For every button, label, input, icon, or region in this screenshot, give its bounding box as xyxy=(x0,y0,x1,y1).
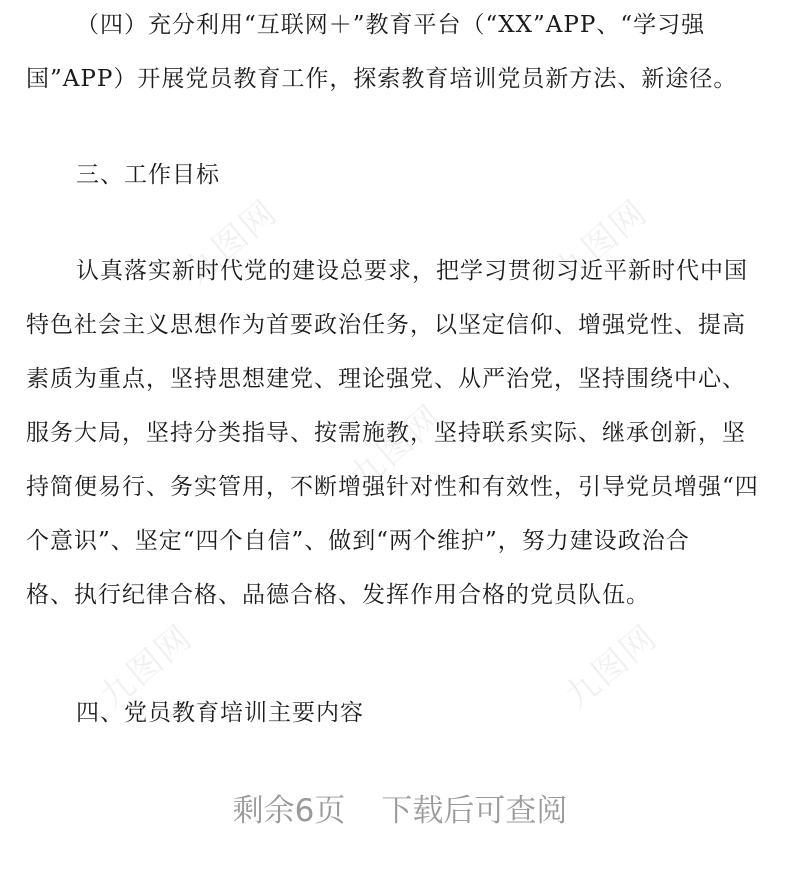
text-line: （四）充分利用“互联网＋”教育平台（“XX”APP、“学习强 xyxy=(76,12,706,38)
remaining-pages-label: 剩余6页 xyxy=(232,792,346,829)
watermark: 九图网 xyxy=(557,617,666,718)
section-heading-goals xyxy=(26,148,220,202)
heading-text: 三、工作目标 xyxy=(76,162,220,188)
text-line: 素质为重点，坚持思想建党、理论强党、从严治党，坚持围绕中心、 xyxy=(26,366,746,392)
text-line: 国”APP）开展党员教育工作，探索教育培训党员新方法、新途径。 xyxy=(26,66,738,92)
watermark: 九图网 xyxy=(547,192,656,293)
text-line: 认真落实新时代党的建设总要求，把学习贯彻习近平新时代中国 xyxy=(76,258,748,284)
text-line: 格、执行纪律合格、品德合格、发挥作用合格的党员队伍。 xyxy=(26,582,650,608)
text-line: 特色社会主义思想作为首要政治任务，以坚定信仰、增强党性、提高 xyxy=(26,312,746,338)
download-prompt-bar[interactable] xyxy=(0,772,800,842)
download-to-view-label[interactable]: 下载后可查阅 xyxy=(381,792,568,829)
watermark: 九图网 xyxy=(92,617,201,718)
text-line: 服务大局，坚持分类指导、按需施教，坚持联系实际、继承创新，坚 xyxy=(26,420,746,446)
section-heading-content xyxy=(26,686,364,740)
text-line: 个意识”、坚定“四个自信”、做到“两个维护”，努力建设政治合 xyxy=(26,528,690,554)
watermark: 九图网 xyxy=(177,192,286,293)
heading-text: 四、党员教育培训主要内容 xyxy=(76,700,364,726)
paragraph-platform xyxy=(26,0,737,106)
watermark: 九图网 xyxy=(342,397,451,498)
text-line: 持简便易行、务实管用，不断增强针对性和有效性，引导党员增强“四 xyxy=(26,474,759,500)
paragraph-goals xyxy=(26,244,759,622)
